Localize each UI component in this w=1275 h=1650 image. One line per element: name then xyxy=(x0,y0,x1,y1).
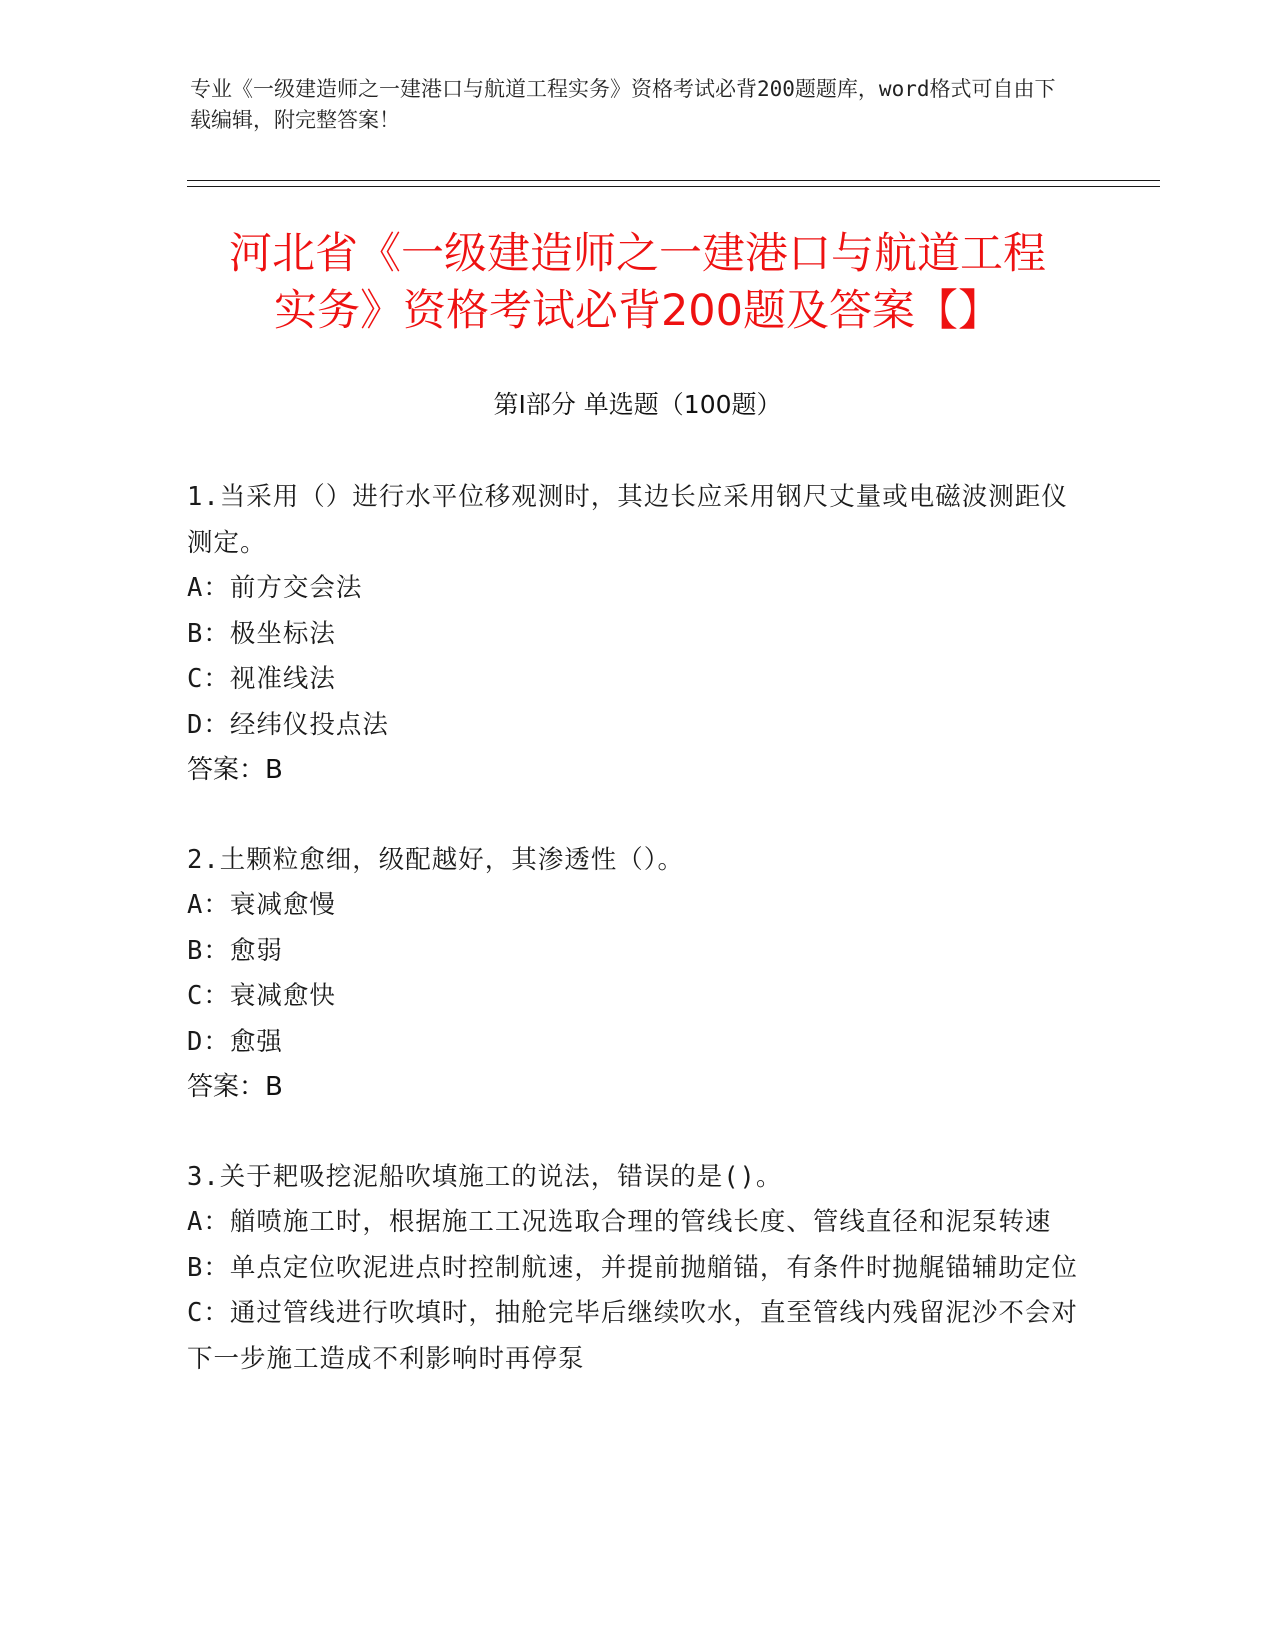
option-c: C：衰减愈快 xyxy=(187,981,336,1011)
question-stem: 1.当采用（）进行水平位移观测时，其边长应采用钢尺丈量或电磁波测距仪测定。 xyxy=(187,482,1068,558)
section-title: 第Ⅰ部分 单选题（100题） xyxy=(493,390,782,419)
header-divider-top xyxy=(187,180,1160,181)
question-list xyxy=(187,475,1082,1426)
option-a: A：衰减愈慢 xyxy=(187,890,336,920)
option-d: D：愈强 xyxy=(187,1026,283,1057)
option-c: C：通过管线进行吹填时，抽舱完毕后继续吹水，直至管线内残留泥沙不会对下一步施工造成不利影响时再停泵 xyxy=(187,1298,1078,1374)
question-stem: 3.关于耙吸挖泥船吹填施工的说法，错误的是()。 xyxy=(187,1161,783,1192)
answer-line: 答案：B xyxy=(187,1072,283,1102)
option-a: A：艏喷施工时，根据施工工况选取合理的管线长度、管线直径和泥泵转速 xyxy=(187,1207,1052,1237)
option-b: B：极坐标法 xyxy=(187,618,336,649)
header-note: 专业《一级建造师之一建港口与航道工程实务》资格考试必背200题题库，word格式可自由下载编辑，附完整答案！ xyxy=(190,77,1056,132)
option-c: C：视准线法 xyxy=(187,664,336,694)
option-b: B：愈弱 xyxy=(187,935,283,966)
document-title-line-1: 河北省《一级建造师之一建港口与航道工程 xyxy=(229,229,1046,279)
document-title-line-2: 实务》资格考试必背200题及答案【】 xyxy=(273,286,1002,336)
option-b: B：单点定位吹泥进点时控制航速，并提前抛艏锚，有条件时抛艉锚辅助定位 xyxy=(187,1252,1078,1283)
option-d: D：经纬仪投点法 xyxy=(187,709,389,740)
question-stem: 2.土颗粒愈细，级配越好，其渗透性（）。 xyxy=(187,844,684,875)
header-divider-bottom xyxy=(187,186,1160,187)
document-title xyxy=(180,226,1095,340)
question-2 xyxy=(187,838,1082,1111)
question-3 xyxy=(187,1155,1082,1383)
option-a: A：前方交会法 xyxy=(187,573,363,603)
answer-line: 答案：B xyxy=(187,755,283,785)
question-1 xyxy=(187,475,1082,794)
